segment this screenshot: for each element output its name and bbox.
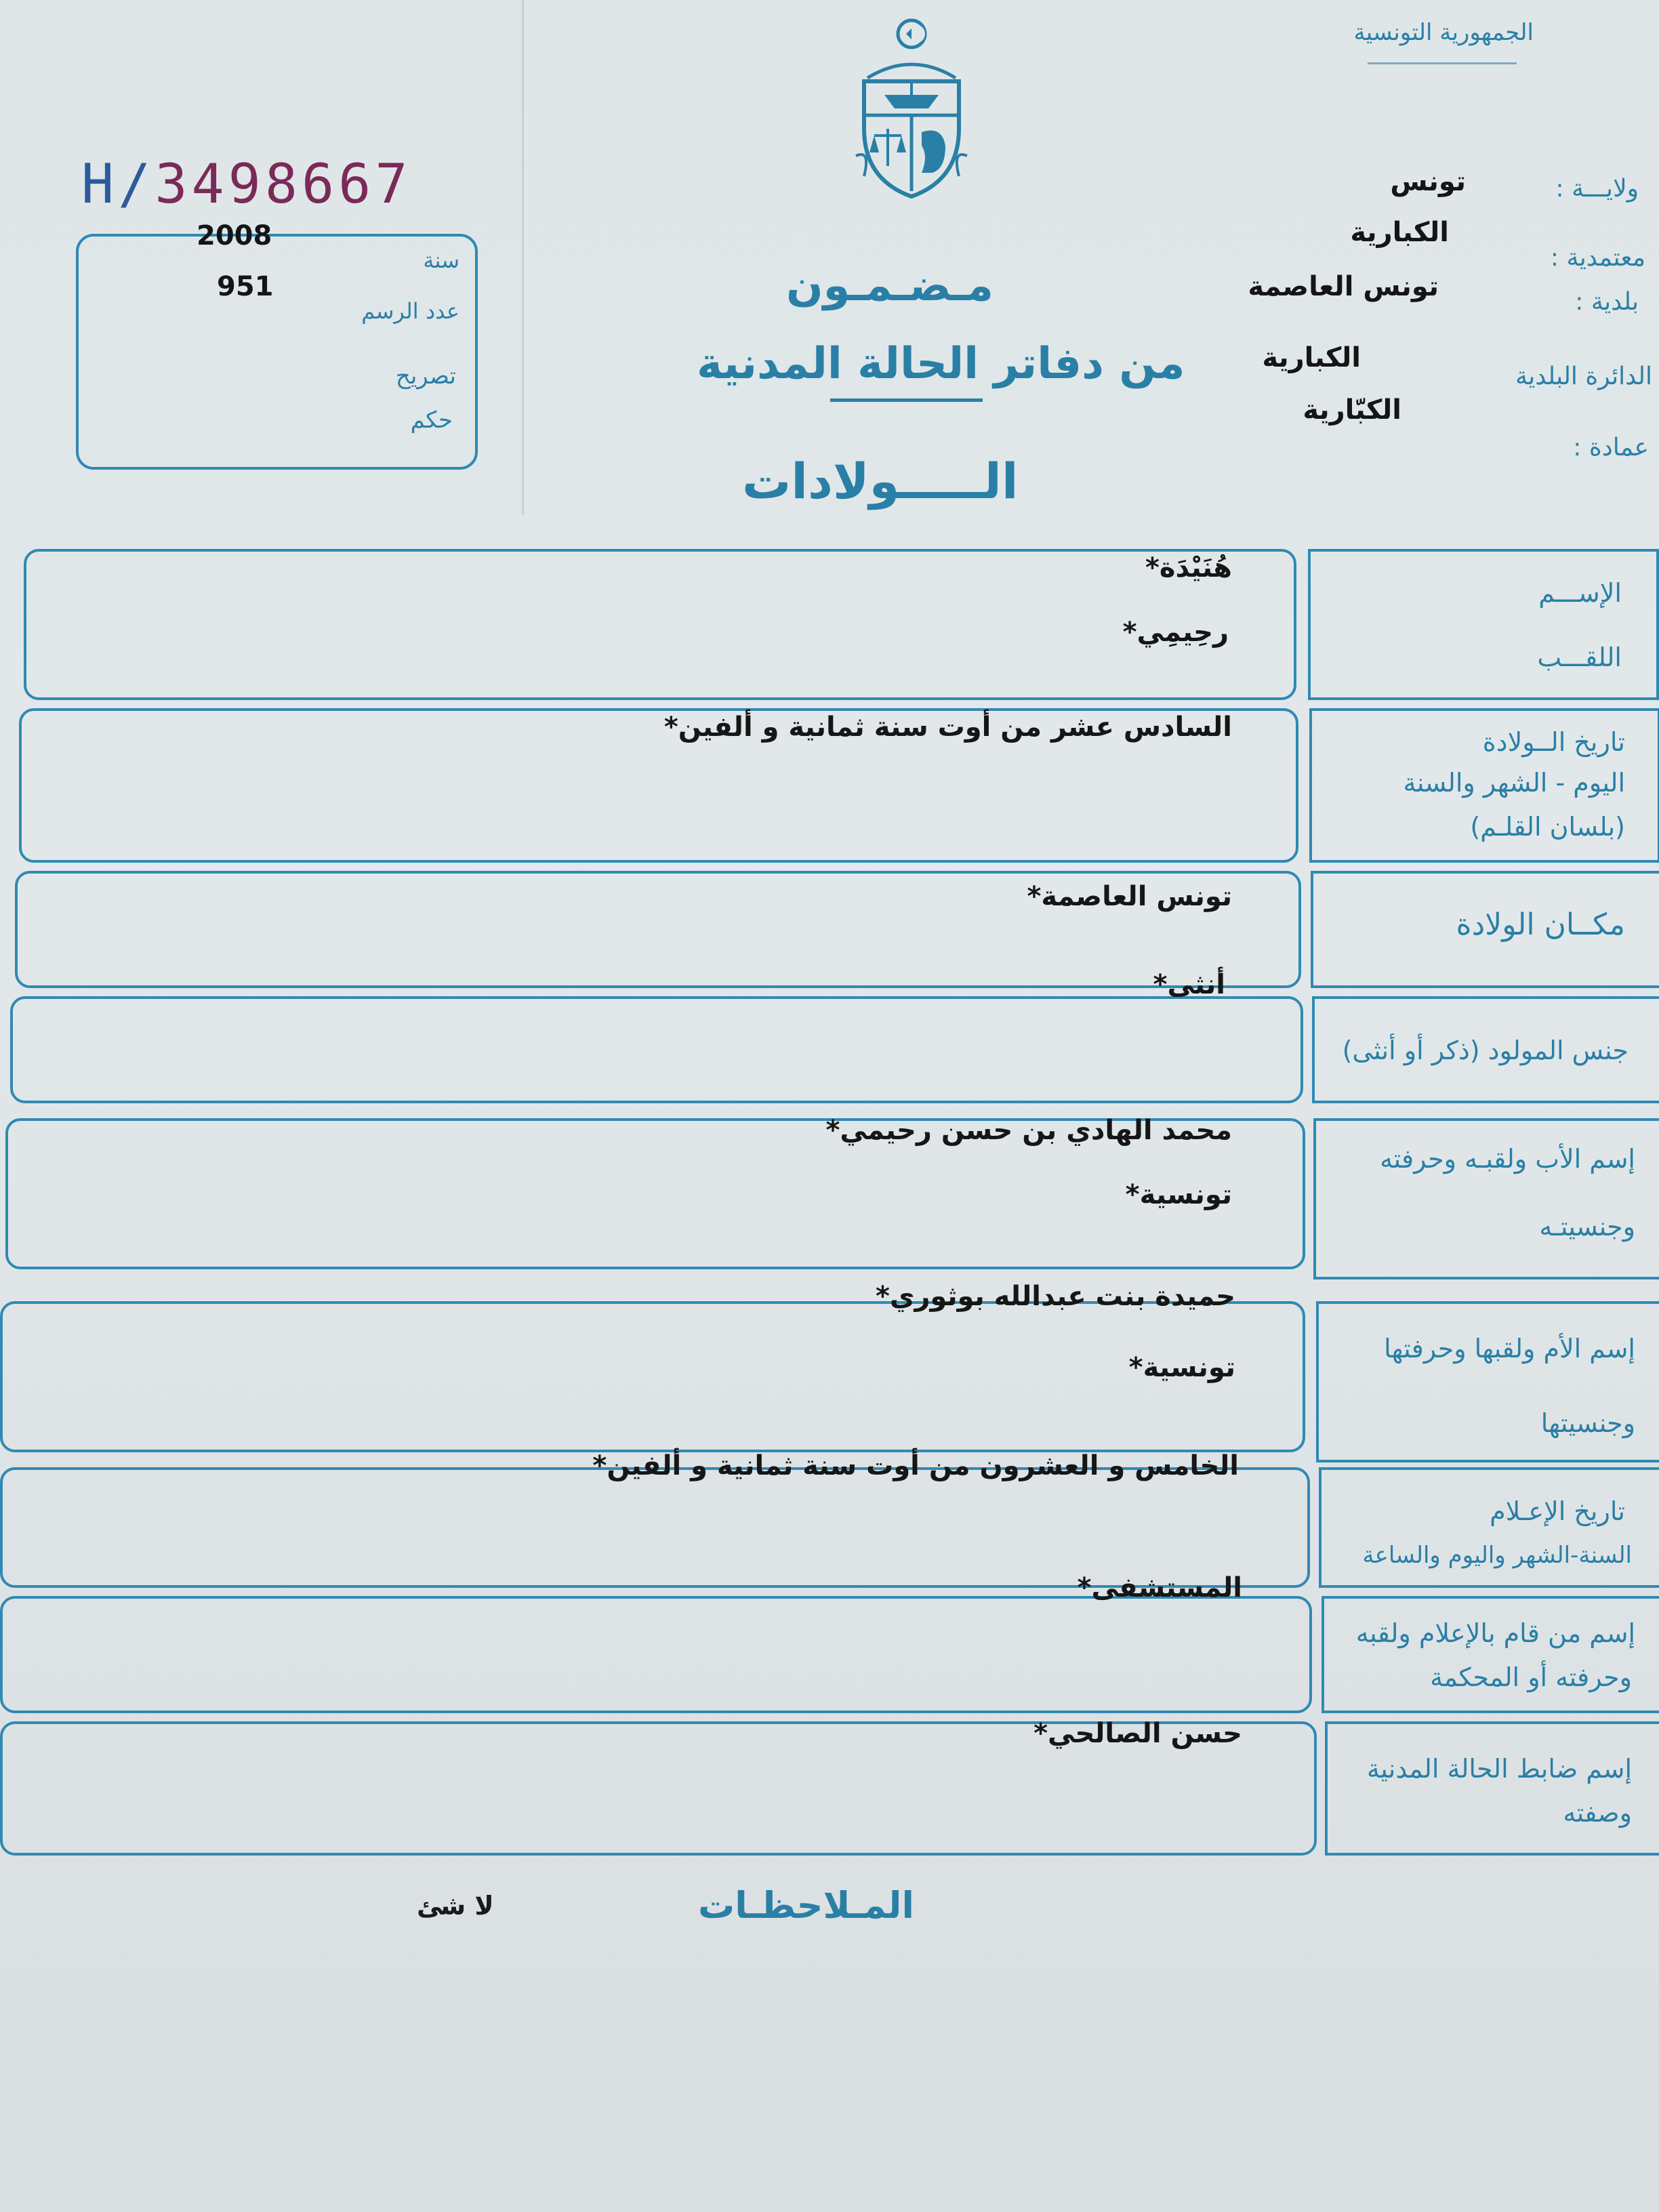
row-declarant-value-box <box>0 1596 1312 1713</box>
wilaya-label: ولايـــة : <box>1555 175 1639 203</box>
daira-label: الدائرة البلدية <box>1515 363 1652 390</box>
birthdate-value: السادس عشر من أوت سنة ثمانية و ألفين* <box>663 712 1232 743</box>
sex-label: جنس المولود (ذكر أو أنثى) <box>1342 1036 1629 1065</box>
first-name-value: هُنَيْدَة* <box>1145 552 1232 583</box>
imada-label: عمادة : <box>1573 434 1649 462</box>
record-year-label: سنة <box>423 247 459 273</box>
baladia-value: تونس العاصمة <box>1248 271 1439 302</box>
birthplace-label: مكــان الولادة <box>1456 907 1625 942</box>
father-label: إسم الأب ولقبـه وحرفته <box>1380 1144 1635 1174</box>
record-number-value: 951 <box>217 271 274 302</box>
title-underline <box>830 398 983 402</box>
mother-name-value: حميدة بنت عبدالله بوثوري* <box>875 1281 1235 1312</box>
registrar-value: حسن الصالحي* <box>1033 1718 1242 1749</box>
judgment-label: حكم <box>410 407 453 434</box>
declaration-label: تصريح <box>395 363 456 390</box>
notes-label: المـلاحظـات <box>698 1884 914 1927</box>
record-number-label: عدد الرسم <box>361 298 459 324</box>
record-year-value: 2008 <box>197 220 272 251</box>
document-title-content: مـضـمـون <box>786 261 994 311</box>
document-title-births: الـــــولادات <box>742 453 1019 510</box>
father-nationality-label: وجنسيتـه <box>1539 1212 1635 1242</box>
document-title-registers: من دفاتر الحالة المدنية <box>697 339 1185 389</box>
registrar-title-label: وصفته <box>1563 1798 1632 1828</box>
mother-label: إسم الأم ولقبها وحرفتها <box>1384 1334 1635 1364</box>
registrar-label: إسم ضابط الحالة المدنية <box>1366 1754 1632 1784</box>
birthdate-label: تاريخ الــولادة <box>1482 727 1625 757</box>
surname-value: رحِيمِي* <box>1122 617 1229 648</box>
baladia-label: بلدية : <box>1575 288 1639 316</box>
mootamadia-value: الكبارية <box>1350 217 1449 248</box>
row-sex-value-box <box>10 996 1303 1103</box>
sex-value: أنثى* <box>1153 969 1225 1000</box>
fold-line <box>522 0 524 515</box>
republic-title: الجمهورية التونسية <box>1353 19 1534 46</box>
father-nationality-value: تونسية* <box>1125 1179 1232 1210</box>
declarant-occupation-label: وحرفته أو المحكمة <box>1430 1662 1632 1692</box>
mother-nationality-label: وجنسيتها <box>1540 1408 1635 1438</box>
declaration-date-value: الخامس و العشرون من أوت سنة ثمانية و ألفين* <box>592 1450 1239 1481</box>
declarant-value: المستشفى* <box>1077 1572 1242 1603</box>
wilaya-value: تونس <box>1390 166 1466 197</box>
mootamadia-label: معتمدية : <box>1550 244 1645 272</box>
surname-label: اللقـــب <box>1537 642 1622 672</box>
birthdate-in-words-label: (بلسان القلـم) <box>1470 812 1625 842</box>
serial-prefix: H/ <box>81 152 155 216</box>
row-name-value-box <box>24 549 1296 700</box>
first-name-label: الإســـم <box>1538 578 1622 608</box>
notes-value: لا شئ <box>417 1891 494 1921</box>
serial-number-stamp <box>81 152 411 216</box>
declaration-date-format-label: السنة-الشهر واليوم والساعة <box>1362 1542 1632 1569</box>
row-mother-value-box <box>0 1301 1305 1452</box>
mother-nationality-value: تونسية* <box>1128 1352 1235 1383</box>
daira-value: الكبارية <box>1262 342 1361 373</box>
row-declaration-date-value-box <box>0 1467 1310 1588</box>
father-name-value: محمد الهادي بن حسن رحيمي* <box>825 1115 1232 1146</box>
header-divider <box>1368 62 1517 64</box>
birthdate-format-label: اليوم - الشهر والسنة <box>1403 768 1625 798</box>
imada-value: الكبّارية <box>1303 394 1401 426</box>
coat-of-arms-emblem <box>844 14 979 203</box>
birthplace-value: تونس العاصمة* <box>1027 881 1232 912</box>
record-number-box <box>76 234 478 470</box>
serial-number: 3498667 <box>155 152 412 216</box>
declarant-label: إسم من قام بالإعلام ولقبه <box>1355 1618 1635 1648</box>
declaration-date-label: تاريخ الإعـلام <box>1490 1496 1625 1526</box>
